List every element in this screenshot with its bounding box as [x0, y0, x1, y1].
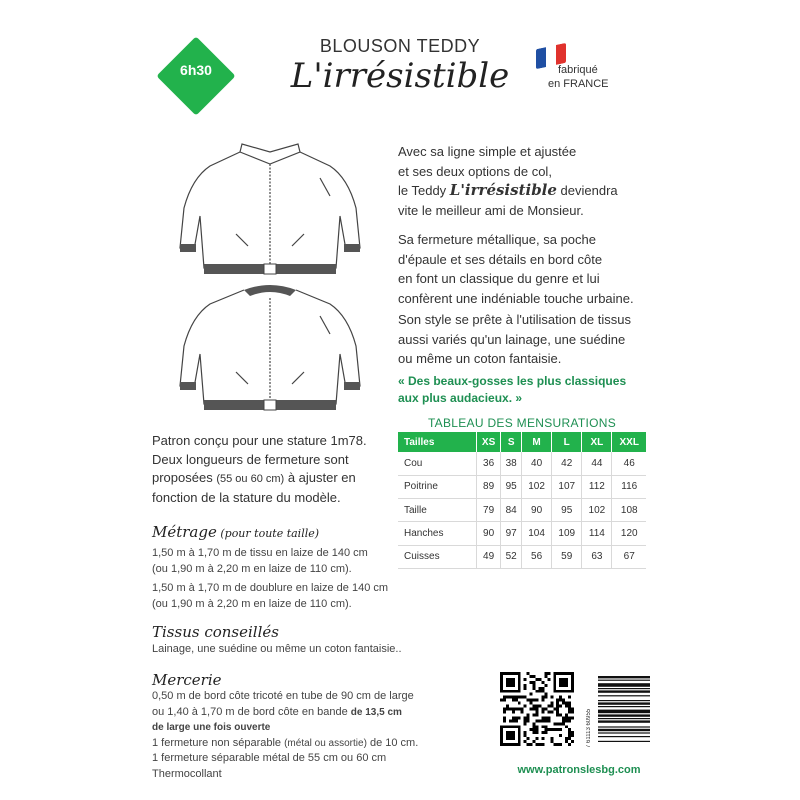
- table-cell: 95: [501, 475, 522, 498]
- header-cell: Tailles: [398, 432, 476, 452]
- metrage-title: [152, 523, 319, 541]
- made-in-line-2: en FRANCE: [548, 78, 609, 90]
- mercerie-text: ou 1,40 à 1,70 m de bord côte en bande: [152, 705, 351, 718]
- table-row: [398, 522, 646, 545]
- pattern-info-text: proposées: [152, 470, 217, 485]
- jacket-rib-collar-illustration: [170, 280, 370, 415]
- table-cell: 42: [552, 452, 582, 475]
- table-cell: 38: [501, 452, 522, 475]
- mercerie-line: 0,50 m de bord côte tricoté en tube de 90 cm de large: [152, 690, 414, 702]
- mercerie-line: [152, 736, 452, 752]
- header-cell: XL: [582, 432, 612, 452]
- table-cell: 44: [582, 452, 612, 475]
- product-name-title: L'irrésistible: [290, 56, 510, 96]
- pattern-info-line: Patron conçu pour une stature 1m78.: [152, 433, 367, 448]
- table-cell: Cou: [398, 452, 476, 475]
- table-cell: 84: [501, 499, 522, 522]
- table-cell: 104: [522, 522, 552, 545]
- table-cell: 114: [582, 522, 612, 545]
- mercerie-line: de large une fois ouverte: [152, 722, 271, 733]
- quote-line: aux plus audacieux. »: [398, 391, 523, 405]
- table-cell: 109: [552, 522, 582, 545]
- website-link[interactable]: www.patronslesbg.com: [517, 764, 641, 776]
- table-cell: 102: [582, 499, 612, 522]
- pattern-info-text: à ajuster en: [284, 470, 356, 485]
- desc-line: confèrent une indéniable touche urbaine.: [398, 290, 634, 306]
- table-cell: 102: [522, 475, 552, 498]
- metrage-lines: [152, 546, 452, 612]
- barcode-number: 7 61113 60955: [586, 708, 592, 748]
- pattern-info-line: fonction de la stature du modèle.: [152, 489, 341, 505]
- table-cell: 36: [476, 452, 500, 475]
- header-cell: S: [501, 432, 522, 452]
- size-table-title: TABLEAU DES MENSURATIONS: [427, 416, 617, 430]
- header-cell: M: [522, 432, 552, 452]
- table-cell: Cuisses: [398, 545, 476, 568]
- mercerie-lines: [152, 689, 452, 782]
- mercerie-line: [152, 705, 452, 721]
- made-in-line-1: fabriqué: [558, 64, 598, 76]
- desc-line: Son style se prête à l'utilisation de tissus: [398, 312, 631, 327]
- table-cell: 116: [612, 475, 646, 498]
- tissus-line: Lainage, une suédine ou même un coton fantaisie..: [152, 643, 402, 655]
- mercerie-text-bold: de 13,5 cm: [350, 706, 402, 718]
- desc-line: en font un classique du genre et lui: [398, 271, 600, 286]
- table-cell: 52: [501, 545, 522, 568]
- tagline-quote: [398, 373, 658, 407]
- header-cell: L: [552, 432, 582, 452]
- qr-code: [500, 672, 574, 746]
- table-row: [398, 475, 646, 498]
- barcode-bars: [598, 676, 650, 748]
- table-cell: 63: [582, 545, 612, 568]
- badge-text: 6h30: [180, 62, 212, 78]
- metrage-title-text: Métrage: [152, 523, 217, 541]
- desc-line: Avec sa ligne simple et ajustée: [398, 144, 577, 159]
- table-cell: Poitrine: [398, 475, 476, 498]
- desc-line: vite le meilleur ami de Monsieur.: [398, 202, 584, 218]
- metrage-line: (ou 1,90 m à 2,20 m en laize de 110 cm).: [152, 562, 352, 575]
- mercerie-title: Mercerie: [152, 671, 222, 689]
- description-paragraph-2: [398, 230, 658, 308]
- table-cell: Taille: [398, 499, 476, 522]
- jacket-shirt-collar-illustration: [170, 138, 370, 278]
- table-cell: 46: [612, 452, 646, 475]
- mercerie-line: Thermocollant: [152, 767, 222, 780]
- table-cell: 120: [612, 522, 646, 545]
- table-cell: Hanches: [398, 522, 476, 545]
- desc-line: Sa fermeture métallique, sa poche: [398, 232, 596, 247]
- header-cell: XXL: [612, 432, 646, 452]
- quote-line: « Des beaux-gosses les plus classiques: [398, 374, 627, 388]
- table-cell: 112: [582, 475, 612, 498]
- desc-line: et ses deux options de col,: [398, 163, 552, 179]
- table-cell: 90: [522, 499, 552, 522]
- product-name-inline: L'irrésistible: [449, 181, 557, 199]
- desc-line: d'épaule et ses détails en bord côte: [398, 251, 603, 267]
- mercerie-text: 1 fermeture non séparable: [152, 736, 285, 749]
- size-table-header-row: [398, 432, 646, 452]
- desc-text: deviendra: [556, 183, 618, 198]
- pattern-info-line: Deux longueurs de fermeture sont: [152, 451, 349, 467]
- mercerie-line: 1 fermeture séparable métal de 55 cm ou 60 cm: [152, 752, 387, 764]
- description-paragraph-3: [398, 310, 658, 369]
- desc-line: ou même un coton fantaisie.: [398, 351, 562, 366]
- header-cell: XS: [476, 432, 500, 452]
- table-cell: 95: [552, 499, 582, 522]
- table-cell: 67: [612, 545, 646, 568]
- metrage-line: 1,50 m à 1,70 m de doublure en laize de 140 cm: [152, 582, 389, 594]
- table-row: [398, 452, 646, 475]
- pattern-info: [152, 432, 382, 507]
- metrage-line: 1,50 m à 1,70 m de tissu en laize de 140 cm: [152, 547, 368, 559]
- tissus-title: Tissus conseillés: [152, 623, 279, 641]
- barcode: [586, 676, 650, 748]
- table-cell: 40: [522, 452, 552, 475]
- mercerie-text-small: (métal ou assortie): [284, 737, 367, 749]
- table-cell: 56: [522, 545, 552, 568]
- desc-line: aussi variés qu'un lainage, une suédine: [398, 331, 626, 347]
- description-paragraph-1: [398, 142, 658, 220]
- time-badge: [156, 36, 236, 116]
- table-cell: 90: [476, 522, 500, 545]
- desc-line: [398, 181, 658, 201]
- metrage-subtitle: (pour toute taille): [216, 527, 320, 540]
- mercerie-text: de 10 cm.: [366, 736, 419, 749]
- table-row: [398, 499, 646, 522]
- desc-text: le Teddy: [398, 183, 450, 198]
- table-cell: 79: [476, 499, 500, 522]
- table-cell: 97: [501, 522, 522, 545]
- table-cell: 108: [612, 499, 646, 522]
- made-in-france-label: [530, 42, 620, 92]
- table-cell: 107: [552, 475, 582, 498]
- metrage-line: (ou 1,90 m à 2,20 m en laize de 110 cm).: [152, 597, 352, 610]
- table-cell: 49: [476, 545, 500, 568]
- product-type-title: BLOUSON TEDDY: [319, 36, 481, 56]
- table-cell: 89: [476, 475, 500, 498]
- pattern-info-line: [152, 469, 382, 489]
- zip-length-note: (55 ou 60 cm): [216, 473, 285, 485]
- table-cell: 59: [552, 545, 582, 568]
